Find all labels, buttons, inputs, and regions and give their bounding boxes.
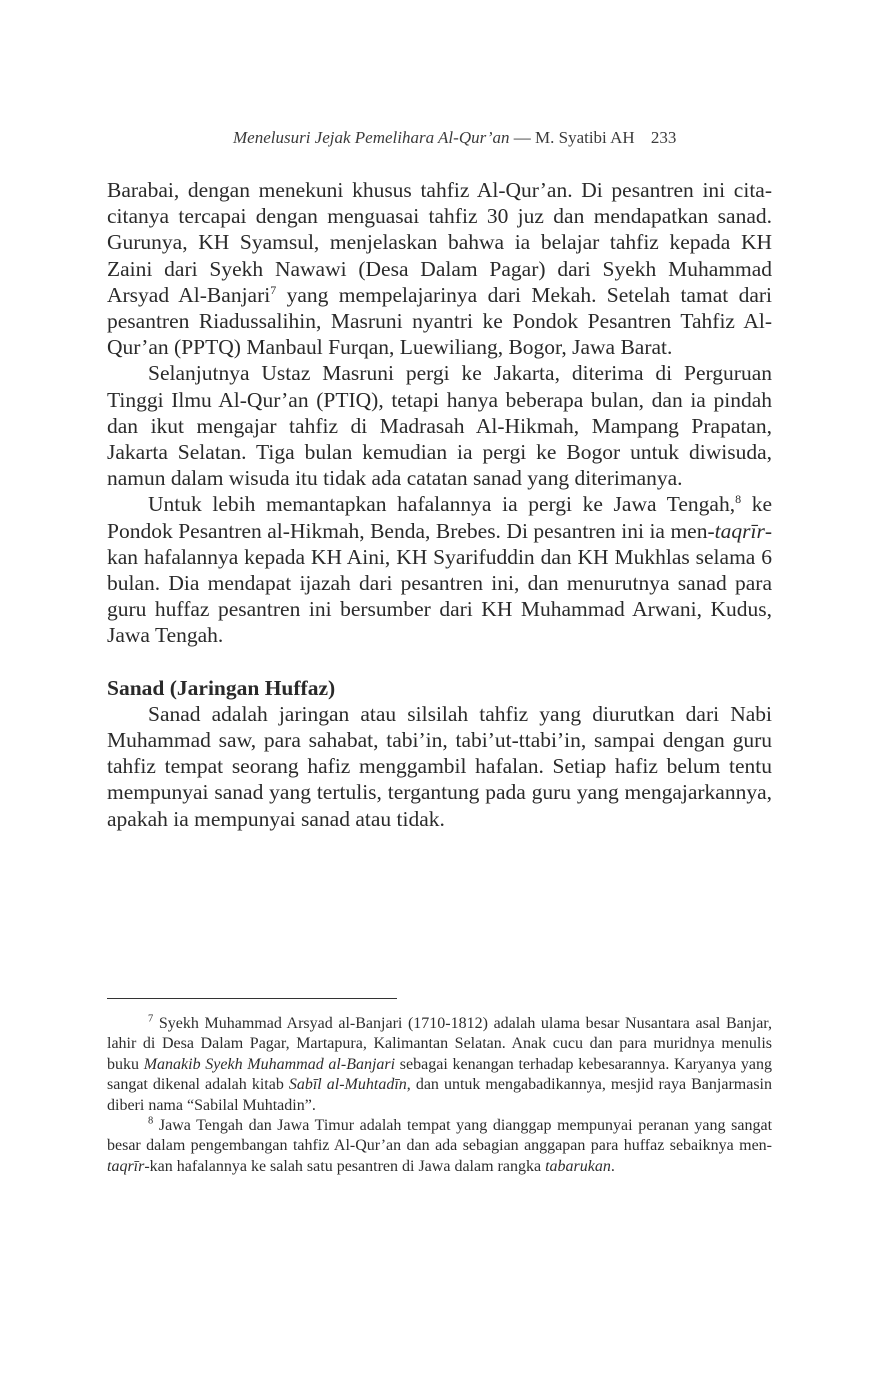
page-number: 233 — [650, 128, 677, 147]
footnote-7-text-a: Syekh Muhammad Arsyad al-Banjari (1710-1812) adalah ulama besar Nusantara asal Banjar, lahir di Desa Dalam Pagar, Martapura, Kalimantan Selatan. Anak cucu dan para muridnya menulis buku — [107, 1015, 772, 1073]
paragraph-3-text-b: ke Pondok Pesantren al-Hikmah, Benda, Brebes. Di pesantren ini ia men- — [107, 492, 773, 543]
footnote-8-text-a: Jawa Tengah dan Jawa Timur adalah tempat yang dianggap mempunyai peranan yang sangat besar dalam pengembangan tahfiz Al-Qur’an dan ada sebagian anggapan para huffaz sebaiknya men- — [107, 1117, 773, 1155]
footnote-8-number: 8 — [148, 1115, 154, 1127]
footnote-8-text-c: . — [610, 1157, 615, 1175]
paragraph-2: Selanjutnya Ustaz Masruni pergi ke Jakarta, diterima di Perguruan Tinggi Ilmu Al-Qur’an (PTIQ), tetapi hanya beberapa bulan, dan ia pindah dan ikut mengajar tahfiz di Madrasah Al-Hikmah, Mampang Prapatan, Jakarta Selatan. Tiga bulan kemudian ia pergi ke Bogor untuk diwisuda, namun dalam wisuda itu tidak ada catatan sanad yang diterimanya. — [107, 361, 772, 491]
footnote-7-kitab-title: Sabīl al-Muhtadīn — [288, 1076, 407, 1094]
footnote-7-number: 7 — [148, 1013, 154, 1025]
running-header — [233, 128, 768, 148]
paragraph-3-text-a: Untuk lebih memantapkan hafalannya ia pergi ke Jawa Tengah, — [148, 492, 736, 517]
footnote-8-text-b: -kan hafalannya ke salah satu pesantren di Jawa dalam rangka — [144, 1157, 546, 1175]
running-author: — M. Syatibi AH — [513, 128, 635, 147]
running-title: Menelusuri Jejak Pemelihara Al-Qur’an — [233, 128, 510, 147]
main-text — [107, 177, 772, 832]
paragraph-3-italic-term: taqrīr — [714, 518, 765, 543]
footnote-7-text-b: sebagai kenangan terhadap kebesarannya. Karyanya yang sangat dikenal adalah kitab — [107, 1055, 773, 1094]
footnotes — [107, 1014, 772, 1177]
paragraph-1 — [107, 177, 772, 360]
footnote-divider — [107, 998, 397, 999]
footnote-8-italic-tabarukan: tabarukan — [545, 1157, 611, 1175]
paragraph-1-text-a: Barabai, dengan menekuni khusus tahfiz Al-Qur’an. Di pesantren ini cita-citanya tercapai dengan menguasai tahfiz 30 juz dan mendapatkan sanad. Gurunya, KH Syamsul, menjelaskan bahwa ia belajar tahfiz kepada KH Zaini dari Syekh Nawawi (Desa Dalam Pagar) dari Syekh Muhammad Arsyad Al-Banjari — [107, 178, 772, 307]
section-heading: Sanad (Jaringan Huffaz) — [107, 675, 336, 700]
footnote-8-italic-taqrir: taqrīr — [107, 1157, 145, 1175]
paragraph-4: Sanad adalah jaringan atau silsilah tahfiz yang diurutkan dari Nabi Muhammad saw, para sahabat, tabi’in, tabi’ut-ttabi’in, sampai dengan guru tahfiz tempat seorang hafiz menggambil hafalan. Setiap hafiz belum tentu mempunyai sanad yang tertulis, tergantung pada guru yang mengajarkannya, apakah ia mempunyai sanad atau tidak. — [107, 701, 772, 831]
footnote-ref-7: 7 — [270, 282, 277, 297]
footnote-7-book-title: Manakib Syekh Muhammad al-Banjari — [143, 1055, 396, 1073]
footnote-ref-8: 8 — [735, 492, 742, 507]
footnote-7-text-c: , dan untuk mengabadikannya, mesjid raya Banjarmasin diberi nama “Sabilal Muhtadin”. — [107, 1076, 772, 1114]
paragraph-1-text-b: yang mempelajarinya dari Mekah. Setelah tamat dari pesantren Riadussalihin, Masruni nyantri ke Pondok Pesantren Tahfiz Al-Qur’an (PPTQ) Manbaul Furqan, Luewiliang, Bogor, Jawa Barat. — [107, 282, 772, 360]
footnote-8 — [107, 1116, 772, 1177]
paragraph-3-text-c: -kan hafalannya kepada KH Aini, KH Syarifuddin dan KH Mukhlas selama 6 bulan. Dia mendapat ijazah dari pesantren ini, dan menurutnya sanad para guru huffaz pesantren ini bersumber dari KH Muhammad Arwani, Kudus, Jawa Tengah. — [107, 518, 772, 648]
footnote-7 — [107, 1014, 772, 1116]
paragraph-3 — [107, 491, 772, 648]
